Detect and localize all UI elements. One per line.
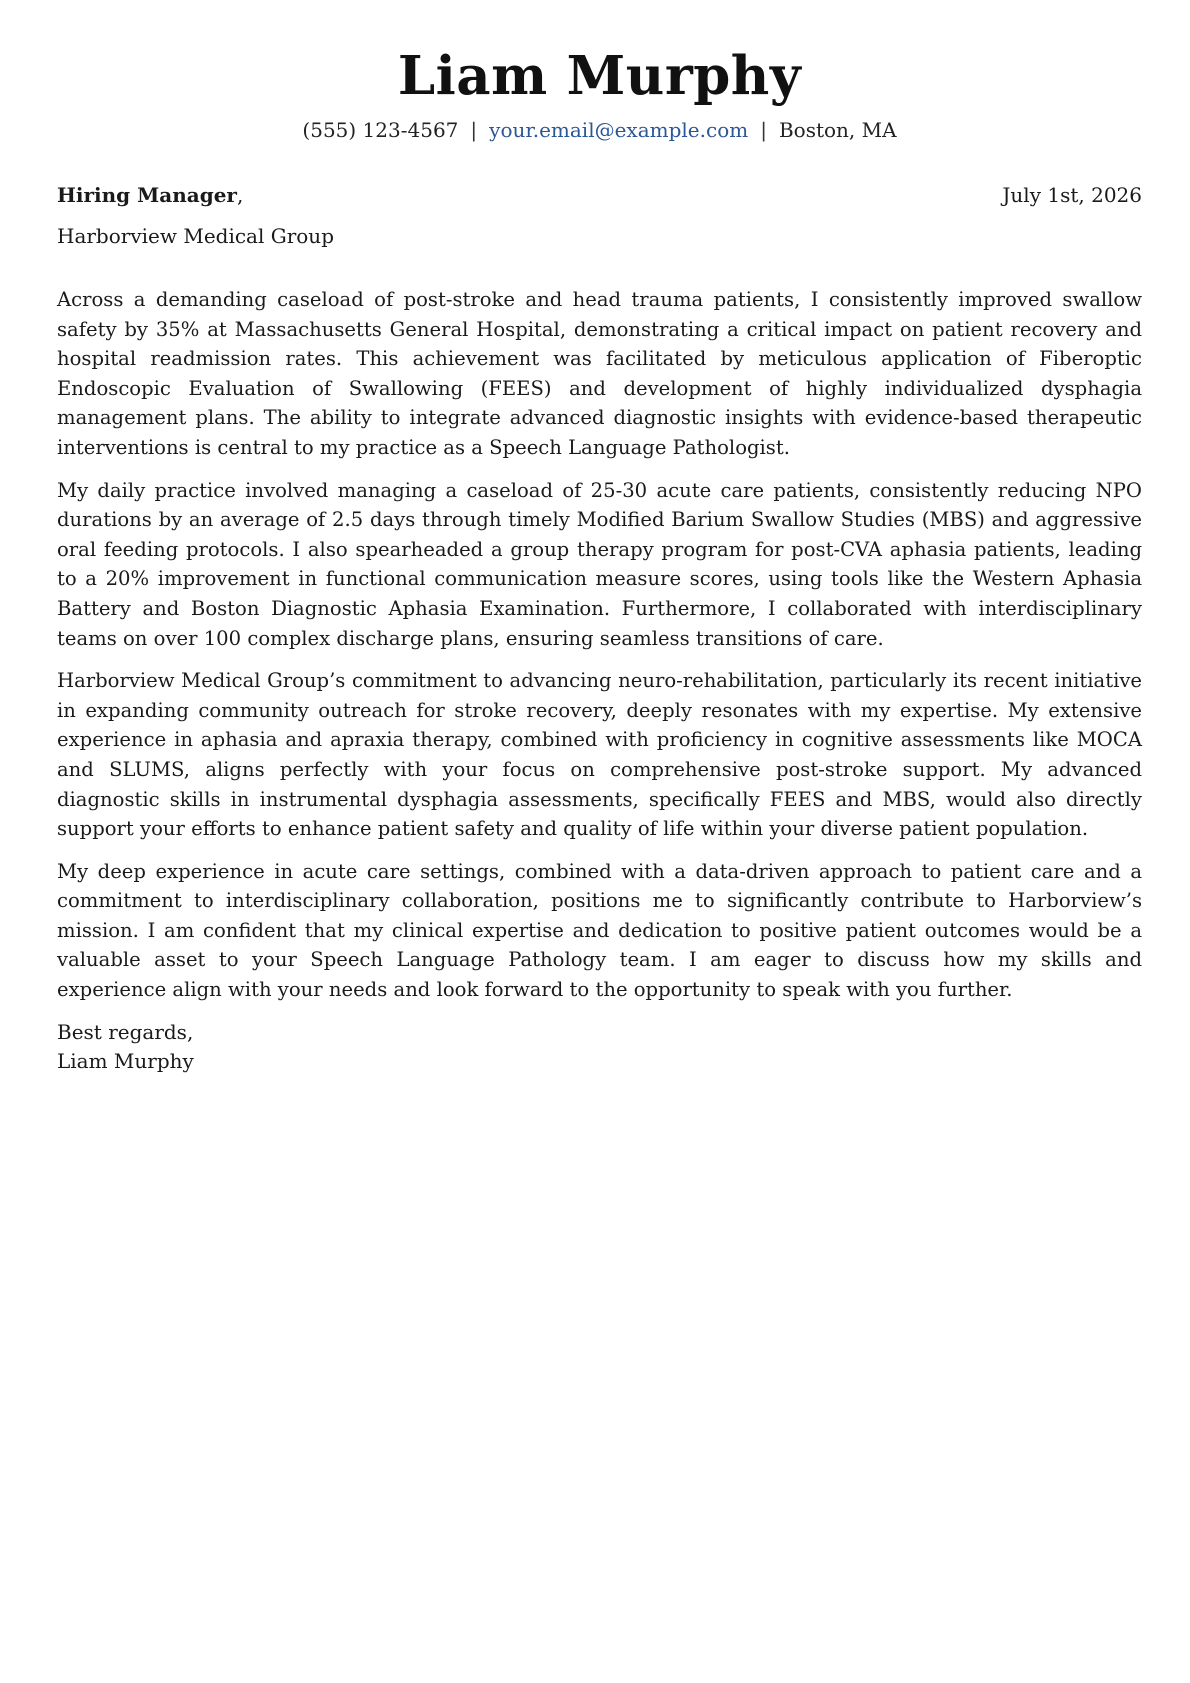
company-name: Harborview Medical Group — [57, 224, 334, 248]
location: Boston, MA — [778, 118, 897, 142]
contact-separator: | — [760, 118, 767, 142]
letter-date: July 1st, 2026 — [1002, 183, 1142, 207]
closing-block — [57, 1018, 1142, 1077]
email-link[interactable]: your.email@example.com — [489, 118, 749, 142]
letter-body — [57, 285, 1142, 1077]
recipient-name: Hiring Manager — [57, 183, 237, 207]
body-paragraph: My deep experience in acute care settings, combined with a data-driven approach to patient care and a commitment to interdisciplinary collaboration, positions me to significantly contribute to Harborview’s mission. I am confident that my clinical expertise and dedication to positive patient outcomes would be a valuable asset to your Speech Language Pathology team. I am eager to discuss how my skills and experience align with your needs and look forward to the opportunity to speak with you further. — [57, 859, 1142, 1002]
closing-phrase: Best regards, — [57, 1019, 194, 1044]
phone-number: (555) 123-4567 — [302, 118, 459, 142]
body-paragraph: My daily practice involved managing a caseload of 25-30 acute care patients, consistently reducing NPO durations by an average of 2.5 days through timely Modified Barium Swallow Studies (MBS) and aggressive oral feeding protocols. I also spearheaded a group therapy program for post-CVA aphasia patients, leading to a 20% improvement in functional communication measure scores, using tools like the Western Aphasia Battery and Boston Diagnostic Aphasia Examination. Furthermore, I collaborated with interdisciplinary teams on over 100 complex discharge plans, ensuring seamless transitions of care. — [57, 478, 1142, 650]
signature-name: Liam Murphy — [57, 1049, 194, 1074]
contact-separator: | — [470, 118, 478, 142]
applicant-name: Liam Murphy — [397, 45, 802, 107]
letter-header — [57, 38, 1142, 144]
recipient — [57, 181, 243, 209]
body-paragraph: Across a demanding caseload of post-stroke and head trauma patients, I consistently improved swallow safety by 35% at Massachusetts General Hospital, demonstrating a critical impact on patient recovery and hospital readmission rates. This achievement was facilitated by meticulous application of Fiberoptic Endoscopic Evaluation of Swallowing (FEES) and development of highly individualized dysphagia management plans. The ability to integrate advanced diagnostic insights with evidence-based therapeutic interventions is central to my practice as a Speech Language Pathologist. — [57, 288, 1142, 459]
cover-letter-page — [57, 0, 1142, 1683]
salutation-row — [57, 181, 1142, 209]
body-paragraph: Harborview Medical Group’s commitment to advancing neuro-rehabilitation, particularly its recent initiative in expanding community outreach for stroke recovery, deeply resonates with my expertise. My extensive experience in aphasia and apraxia therapy, combined with proficiency in cognitive assessments like MOCA and SLUMS, aligns perfectly with your focus on comprehensive post-stroke support. My advanced diagnostic skills in instrumental dysphagia assessments, specifically FEES and MBS, would also directly support your efforts to enhance patient safety and quality of life within your diverse patient population. — [57, 669, 1142, 841]
recipient-suffix: , — [236, 183, 244, 207]
contact-line — [57, 116, 1142, 144]
